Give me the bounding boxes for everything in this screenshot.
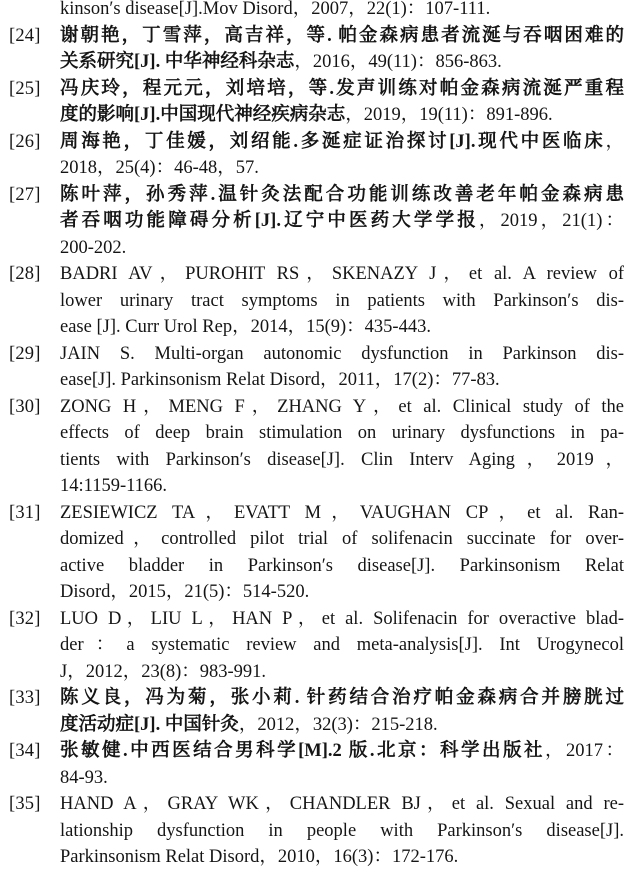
reference-line: tients with Parkinson′s disease[J]. Clin Interv Aging，2019，: [60, 449, 624, 470]
reference-line: [60, 208, 624, 235]
reference-continuation-line: kinson′s disease[J].Mov Disord，2007，22(1)：107-111.: [60, 0, 491, 19]
reference-text: [60, 261, 624, 341]
reference-line: Parkinsonism Relat Disord，2010，16(3)：172-176.: [60, 847, 459, 867]
reference-text: [60, 129, 624, 182]
reference-line: 冯庆玲，程元元，刘培培，等.发声训练对帕金森病流涎严重程: [60, 78, 624, 99]
reference-number: [26]: [9, 131, 41, 152]
reference-title-segment: 度的影响[J].中国现代神经疾病杂志: [60, 105, 346, 125]
reference-title-segment: 者吞咽功能障碍分析[J].辽宁中医药大学学报: [60, 211, 479, 231]
reference-line: [60, 738, 624, 765]
reference-item: [0, 23, 630, 76]
reference-line: J，2012，23(8)：983-991.: [60, 661, 267, 682]
reference-line: Disord，2015，21(5)：514-520.: [60, 582, 310, 602]
reference-text: [60, 341, 624, 394]
reference-number: [25]: [9, 78, 41, 99]
reference-item: [0, 606, 630, 686]
reference-number: [35]: [9, 794, 41, 814]
reference-citation-segment: ，: [605, 131, 624, 152]
reference-text: [60, 791, 624, 871]
reference-item: [0, 341, 630, 394]
reference-text: [60, 685, 624, 738]
reference-line: 陈义良，冯为菊，张小莉. 针药结合治疗帕金森病合并膀胱过: [60, 688, 624, 708]
reference-item: [0, 261, 630, 341]
reference-line: [60, 129, 624, 156]
reference-number: [29]: [9, 343, 41, 364]
reference-line: lationship dysfunction in people with Parkinson′s disease[J].: [60, 820, 624, 841]
reference-citation-segment: ，2017：: [544, 741, 624, 761]
reference-line: 谢朝艳，丁雪萍，高吉祥，等. 帕金森病患者流涎与吞咽困难的: [60, 25, 624, 46]
reference-line: 200-202.: [60, 237, 127, 258]
reference-number: [27]: [9, 184, 41, 205]
reference-item: [0, 394, 630, 500]
reference-continuation: [0, 0, 630, 23]
reference-line: ZONG H，MENG F，ZHANG Y，et al. Clinical study of the: [60, 396, 624, 417]
reference-item: [0, 76, 630, 129]
reference-text: [60, 76, 624, 129]
reference-item: [0, 685, 630, 738]
reference-line: LUO D，LIU L，HAN P，et al. Solifenacin for overactive blad-: [60, 608, 624, 629]
reference-line: JAIN S. Multi-organ autonomic dysfunction in Parkinson dis-: [60, 343, 624, 364]
reference-text: [60, 738, 624, 791]
reference-number: [24]: [9, 25, 41, 46]
reference-line: domized，controlled pilot trial of solifenacin succinate for over-: [60, 529, 624, 549]
reference-line: HAND A，GRAY WK，CHANDLER BJ，et al. Sexual and re-: [60, 794, 624, 814]
reference-text: [60, 394, 624, 500]
reference-line: BADRI AV，PUROHIT RS，SKENAZY J，et al. A review of: [60, 264, 624, 284]
reference-line: [60, 102, 624, 129]
reference-item: [0, 738, 630, 791]
reference-line: [60, 49, 624, 76]
reference-number: [30]: [9, 396, 41, 417]
reference-number: [32]: [9, 608, 41, 629]
reference-line: 14:1159-1166.: [60, 476, 168, 496]
reference-item: [0, 182, 630, 262]
reference-text: [60, 606, 624, 686]
reference-line: 84-93.: [60, 767, 108, 788]
reference-number: [34]: [9, 741, 41, 761]
reference-text: [60, 23, 624, 76]
reference-number: [33]: [9, 688, 41, 708]
reference-citation-segment: ，2019，19(11)：891-896.: [345, 105, 553, 125]
reference-item: [0, 791, 630, 871]
reference-line: ZESIEWICZ TA，EVATT M，VAUGHAN CP，et al. Ran-: [60, 502, 624, 523]
reference-line: ease[J]. Parkinsonism Relat Disord，2011，17(2)：77-83.: [60, 370, 500, 390]
reference-item: [0, 129, 630, 182]
reference-line: ease [J]. Curr Urol Rep，2014，15(9)：435-443.: [60, 317, 431, 337]
reference-number: [28]: [9, 264, 41, 284]
reference-line: lower urinary tract symptoms in patients with Parkinson′s dis-: [60, 290, 624, 311]
reference-line: der：a systematic review and meta-analysis[J]. Int Urogynecol: [60, 635, 624, 655]
reference-line: 陈叶萍，孙秀萍.温针灸法配合功能训练改善老年帕金森病患: [60, 184, 624, 205]
reference-text: [60, 500, 624, 606]
reference-title-segment: 周海艳，丁佳媛，刘绍能.多涎症证治探讨[J].现代中医临床: [60, 131, 606, 152]
reference-citation-segment: ，2019，21(1)：: [478, 211, 624, 231]
reference-title-segment: 关系研究[J]. 中华神经科杂志: [60, 52, 295, 72]
reference-item: [0, 500, 630, 606]
reference-citation-segment: ，2016，49(11)：856-863.: [294, 52, 502, 72]
reference-line: [60, 712, 624, 739]
reference-text: [60, 182, 624, 262]
reference-citation-segment: ，2012，32(3)：215-218.: [238, 714, 438, 735]
reference-number: [31]: [9, 502, 41, 523]
reference-title-segment: 度活动症[J]. 中国针灸: [60, 714, 239, 735]
reference-line: effects of deep brain stimulation on urinary dysfunctions in pa-: [60, 423, 624, 443]
reference-title-segment: 张敏健.中西医结合男科学[M].2 版.北京：科学出版社: [60, 741, 545, 761]
reference-line: active bladder in Parkinson′s disease[J]. Parkinsonism Relat: [60, 555, 624, 576]
reference-line: 2018，25(4)：46-48，57.: [60, 158, 259, 178]
